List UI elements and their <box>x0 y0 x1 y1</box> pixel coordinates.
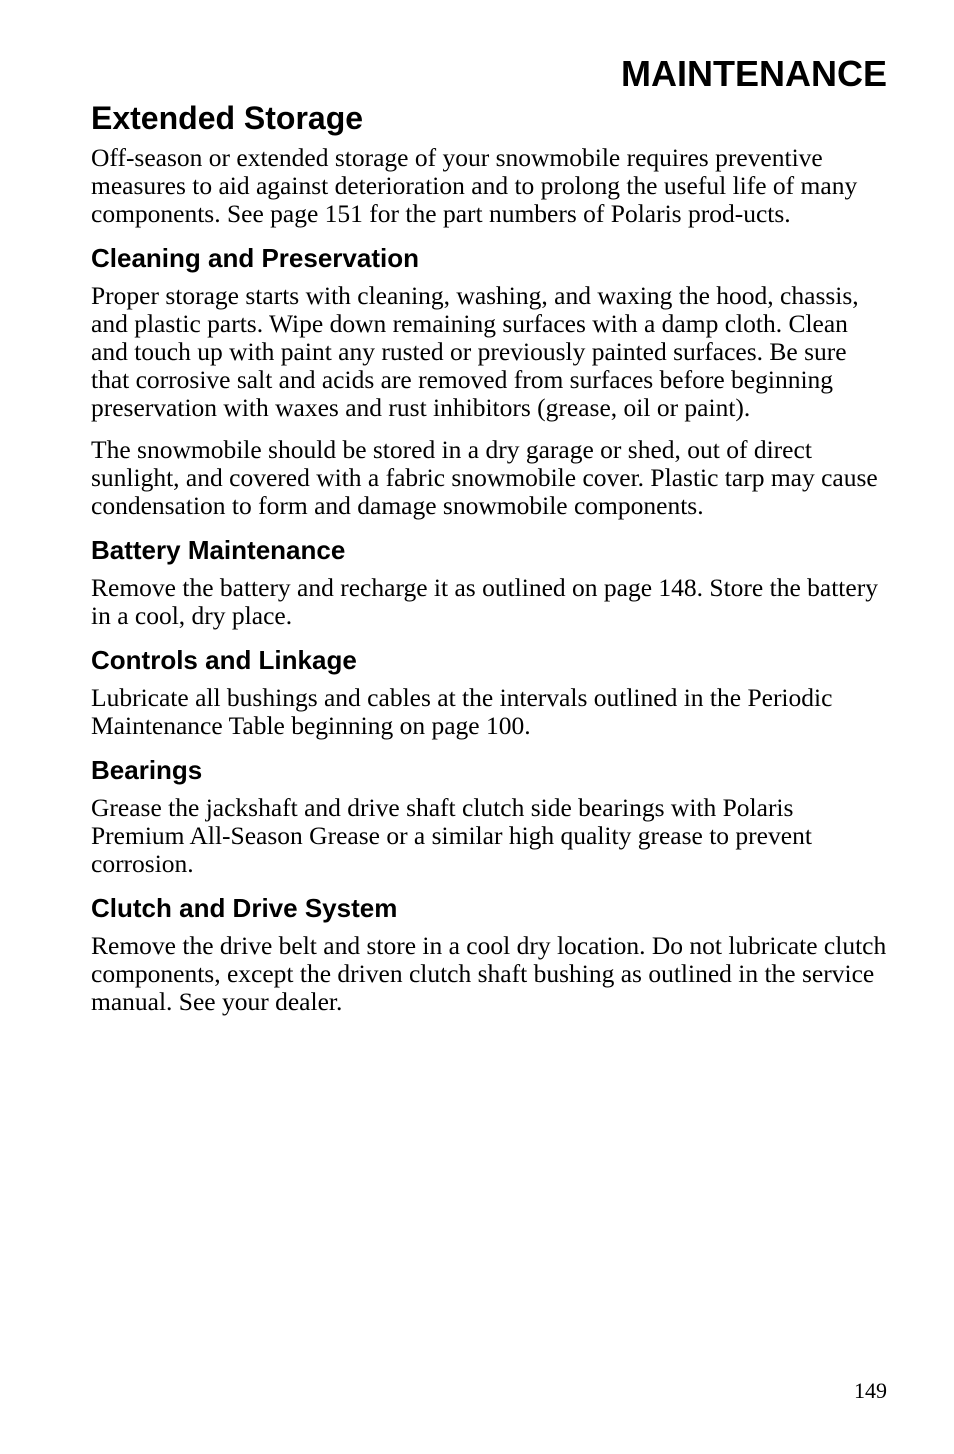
subsection-title-bearings: Bearings <box>91 755 203 785</box>
clutch-paragraph: Remove the drive belt and store in a cool dry location. Do not lubricate clutch components, except the driven clutch shaft bushing as outlined in the service manual. See your dealer. <box>91 931 887 1016</box>
subsection-title-battery: Battery Maintenance <box>91 535 346 565</box>
section-title-extended-storage: Extended Storage <box>91 100 364 136</box>
subsection-title-controls: Controls and Linkage <box>91 645 357 675</box>
manual-page <box>91 52 887 1030</box>
subsection-title-clutch: Clutch and Drive System <box>91 893 398 923</box>
chapter-title: MAINTENANCE <box>621 53 887 94</box>
intro-paragraph: Off-season or extended storage of your snowmobile requires preventive measures to aid against deterioration and to prolong the useful life of many components. See page 151 for the part numbers of Polaris prod-ucts. <box>91 143 858 228</box>
cleaning-paragraph-1: Proper storage starts with cleaning, washing, and waxing the hood, chassis, and plastic parts. Wipe down remaining surfaces with a damp cloth. Clean and touch up with paint any rusted or previously painted surfaces. Be sure that corrosive salt and acids are removed from surfaces before beginning preservation with waxes and rust inhibitors (grease, oil or paint). <box>91 281 859 422</box>
battery-paragraph: Remove the battery and recharge it as outlined on page 148. Store the battery in a cool, dry place. <box>91 573 878 630</box>
subsection-title-cleaning: Cleaning and Preservation <box>91 243 419 273</box>
controls-paragraph: Lubricate all bushings and cables at the intervals outlined in the Periodic Maintenance Table beginning on page 100. <box>91 683 833 740</box>
page-number: 149 <box>854 1378 887 1403</box>
bearings-paragraph: Grease the jackshaft and drive shaft clutch side bearings with Polaris Premium All-Season Grease or a similar high quality grease to prevent corrosion. <box>91 793 812 878</box>
cleaning-paragraph-2: The snowmobile should be stored in a dry garage or shed, out of direct sunlight, and covered with a fabric snowmobile cover. Plastic tarp may cause condensation to form and damage snowmobile components. <box>91 435 878 520</box>
